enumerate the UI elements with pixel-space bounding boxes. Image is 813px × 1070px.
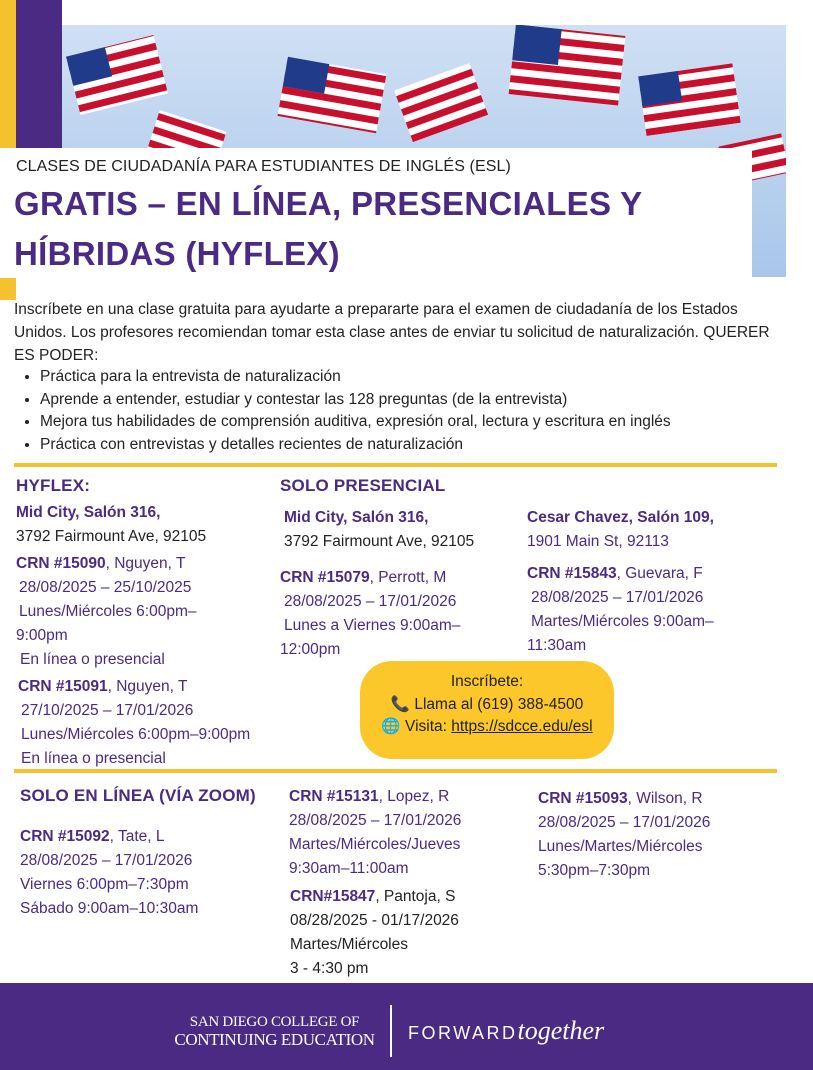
teacher-name: , Perrott, M: [369, 569, 447, 586]
crn-label: CRN #15079: [280, 569, 370, 586]
crn-label: CRN #15131: [289, 788, 379, 805]
midcity-address: 3792 Fairmount Ave, 92105: [284, 533, 475, 550]
bullet-item: • Mejora tus habilidades de comprensión auditiva, expresión oral, lectura y escritura en inglés: [40, 411, 800, 434]
teacher-name: , Guevara, F: [616, 565, 703, 582]
online-class-15092: [20, 825, 280, 921]
presencial-heading: SOLO PRESENCIAL: [280, 476, 446, 495]
hyflex-location: Mid City, Salón 316,: [16, 504, 161, 521]
gold-divider-middle: [14, 769, 777, 773]
teacher-name: , Nguyen, T: [105, 555, 186, 572]
bullet-item: • Aprende a entender, estudiar y contestar las 128 preguntas (de la entrevista): [40, 389, 800, 412]
signup-title: Inscríbete:: [450, 673, 524, 690]
class-days-cont: 12:00pm: [280, 641, 341, 658]
cesar-chavez-address: 1901 Main St, 92113: [527, 533, 669, 550]
college-line2: CONTINUING EDUCATION: [174, 1030, 375, 1049]
class-days-cont: 11:30am: [527, 637, 587, 654]
bullet-item: • Práctica con entrevistas y detalles recientes de naturalización: [40, 434, 800, 457]
footer-bar: [0, 983, 813, 1070]
college-line1: SAN DIEGO COLLEGE OF: [189, 1014, 360, 1030]
header-title-line2: HÍBRIDAS (HYFLEX): [14, 235, 340, 272]
class-dates: 08/28/2025 - 01/17/2026: [290, 912, 459, 929]
crn-label: CRN #15093: [538, 790, 628, 807]
crn-label: CRN #15090: [16, 555, 106, 572]
class-days-cont: 9:00pm: [16, 627, 68, 644]
class-dates: 28/08/2025 – 17/01/2026: [20, 852, 193, 869]
hyflex-address: 3792 Fairmount Ave, 92105: [16, 528, 207, 545]
class-dates: 28/08/2025 – 17/01/2026: [538, 814, 711, 831]
teacher-name: , Pantoja, S: [375, 888, 456, 905]
class-days-cont: 9:30am–11:00am: [289, 860, 409, 877]
college-logo: [172, 1013, 377, 1049]
cesar-chavez-location: Cesar Chavez, Salón 109,: [527, 509, 714, 526]
together-text: together: [517, 1016, 605, 1045]
phone-icon: 📞: [390, 695, 411, 713]
presencial-class-15079: [280, 566, 520, 662]
class-days: Martes/Miércoles/Jueves: [289, 836, 461, 853]
teacher-name: , Tate, L: [109, 828, 165, 845]
intro-bullet-list: [40, 366, 800, 456]
hyflex-class-15091: [18, 675, 338, 771]
signup-box: [360, 661, 614, 759]
crn-label: CRN #15843: [527, 565, 617, 582]
online-class-15131: [289, 785, 529, 881]
class-days-cont: 3 - 4:30 pm: [290, 960, 369, 977]
online-class-15093: [538, 787, 788, 883]
presencial-class-15843: [527, 562, 787, 658]
left-purple-bar: [16, 0, 62, 155]
visit-label: Visita:: [405, 718, 452, 735]
midcity-location: Mid City, Salón 316,: [284, 509, 429, 526]
class-days: Lunes a Viernes 9:00am–: [284, 617, 461, 634]
crn-label: CRN #15091: [18, 678, 108, 695]
forward-together-logo: [408, 1016, 604, 1046]
teacher-name: , Wilson, R: [627, 790, 703, 807]
header-title-line1: GRATIS – EN LÍNEA, PRESENCIALES Y: [14, 185, 643, 222]
class-days: Lunes/Miércoles 6:00pm–9:00pm: [21, 726, 251, 743]
globe-icon: 🌐: [381, 718, 401, 735]
class-days: Martes/Miércoles 9:00am–: [531, 613, 714, 630]
class-mode: En línea o presencial: [20, 651, 165, 668]
signup-link[interactable]: https://sdcce.edu/esl: [451, 718, 593, 735]
class-days: Viernes 6:00pm–7:30pm: [20, 876, 189, 893]
class-dates: 27/10/2025 – 17/01/2026: [21, 702, 194, 719]
class-days: Lunes/Miércoles 6:00pm–: [19, 603, 197, 620]
class-mode: En línea o presencial: [21, 750, 166, 767]
online-class-15847: [290, 885, 530, 981]
class-days-cont: 5:30pm–7:30pm: [538, 862, 651, 879]
class-days: Lunes/Martes/Miércoles: [538, 838, 703, 855]
footer-divider: [390, 1005, 392, 1057]
bullet-item: • Práctica para la entrevista de naturalización: [40, 366, 800, 389]
hyflex-class-15090: [16, 552, 276, 672]
gold-divider-top: [14, 463, 777, 467]
class-dates: 28/08/2025 – 17/01/2026: [289, 812, 462, 829]
class-days: Martes/Miércoles: [290, 936, 408, 953]
crn-label: CRN#15847: [290, 888, 376, 905]
class-dates: 28/08/2025 – 17/01/2026: [284, 593, 457, 610]
crn-label: CRN #15092: [20, 828, 110, 845]
class-days-cont: Sábado 9:00am–10:30am: [20, 900, 199, 917]
header-subtitle: CLASES DE CIUDADANÍA PARA ESTUDIANTES DE INGLÉS (ESL): [16, 158, 511, 175]
intro-paragraph: Inscríbete en una clase gratuita para ayudarte a prepararte para el examen de ciudadanía de los Estados Unidos. Los profesores recomiendan tomar esta clase antes de enviar tu solicitud de naturalización. QUERER ES PODER:: [14, 301, 770, 364]
hyflex-heading: HYFLEX:: [16, 476, 91, 495]
online-heading: SOLO EN LÍNEA (VÍA ZOOM): [20, 786, 256, 805]
signup-phone: Llama al (619) 388-4500: [414, 695, 584, 713]
class-dates: 28/08/2025 – 17/01/2026: [531, 589, 704, 606]
forward-text: FORWARD: [408, 1023, 518, 1043]
signup-visit-row: [360, 716, 614, 739]
class-dates: 28/08/2025 – 25/10/2025: [19, 579, 192, 596]
signup-phone-row: [360, 694, 614, 717]
teacher-name: , Lopez, R: [378, 788, 450, 805]
teacher-name: , Nguyen, T: [107, 678, 188, 695]
